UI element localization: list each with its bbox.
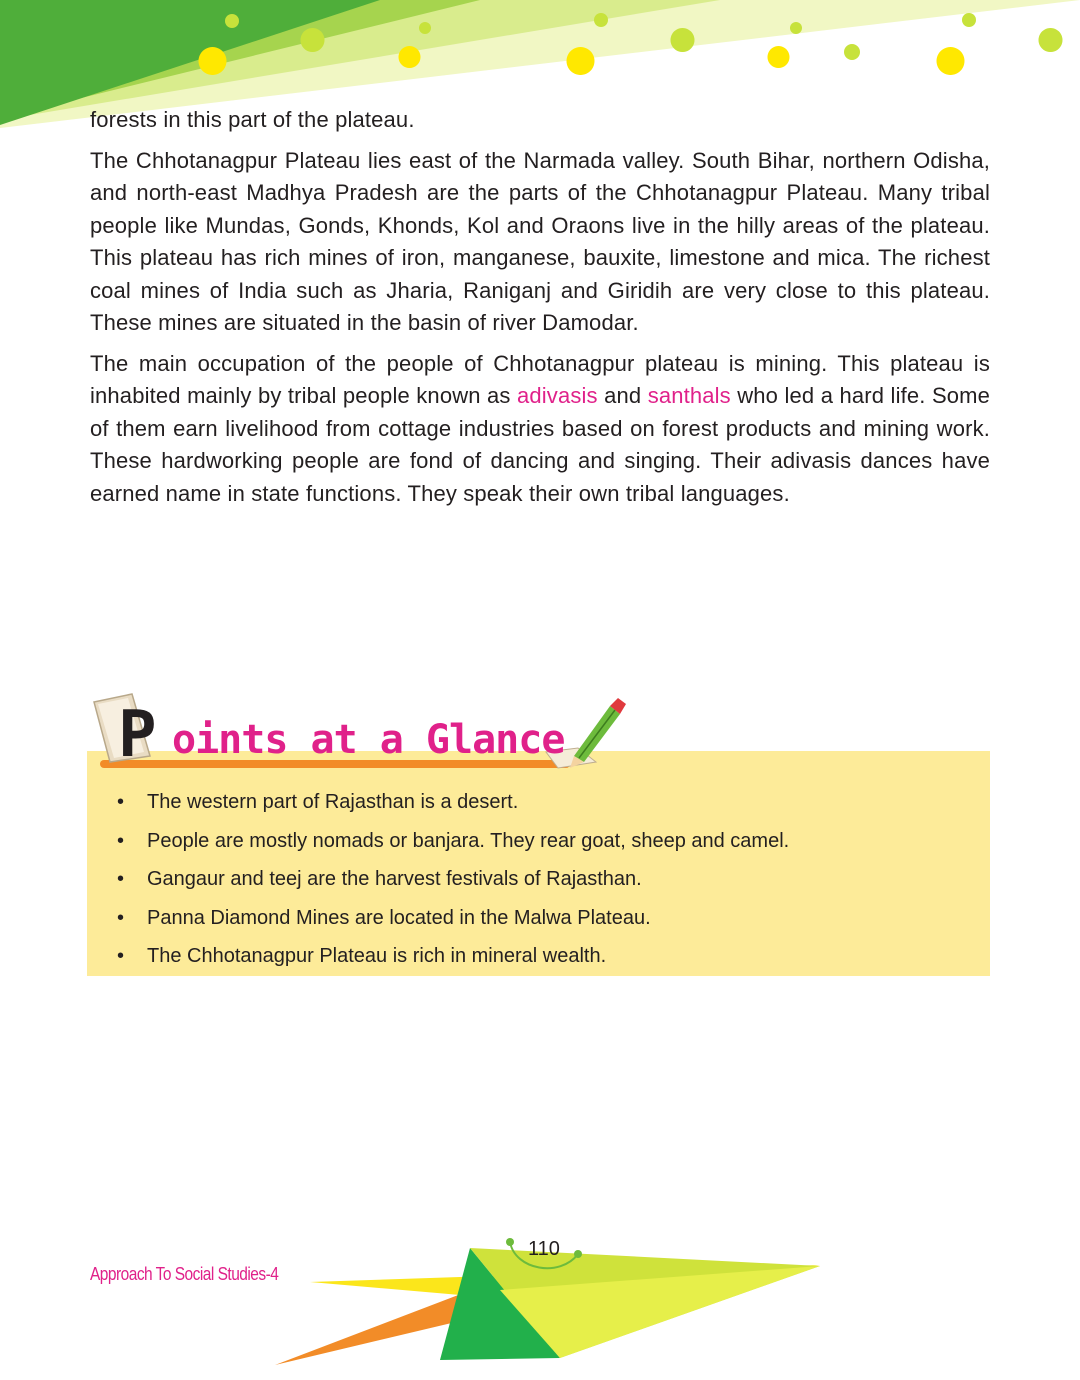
- glance-point-text: People are mostly nomads or banjara. They rear goat, sheep and camel.: [147, 829, 790, 852]
- main-content: [90, 104, 990, 518]
- glance-title-banner: [88, 690, 648, 780]
- paragraph-3: [90, 348, 990, 511]
- list-item: [115, 860, 789, 899]
- bullet-icon: •: [117, 945, 125, 967]
- glance-point-text: The western part of Rajasthan is a desert.: [147, 791, 519, 813]
- glance-title-rest: oints at a Glance: [172, 717, 565, 763]
- glance-point-text: The Chhotanagpur Plateau is rich in mineral wealth.: [147, 945, 607, 967]
- highlight-adivasis: adivasis: [517, 383, 598, 408]
- book-title: Approach To Social Studies-4: [90, 1264, 279, 1284]
- paragraph-3-part3: who led a hard life. Some of them earn livelihood from cottage industries based on forest products and mining work. These hardworking people are fond of dancing and singing. Their adivasis dances have earned name in state functions. They speak their own tribal languages.: [90, 383, 991, 506]
- pencil-icon: [570, 698, 626, 768]
- glance-title-initial: P: [118, 698, 157, 772]
- paragraph-2: The Chhotanagpur Plateau lies east of the Narmada valley. South Bihar, northern Odisha, and north-east Madhya Pradesh are the parts of the Chhotanagpur Plateau. Many tribal people like Mundas, Gonds, Khonds, Kol and Oraons live in the hilly areas of the plateau. This plateau has rich mines of iron, manganese, bauxite, limestone and mica. The richest coal mines of India such as Jharia, Raniganj and Giridih are very close to this plateau. These mines are situated in the basin of river Damodar.: [90, 147, 990, 335]
- points-at-a-glance-box: [87, 751, 990, 976]
- bullet-icon: •: [117, 906, 125, 929]
- list-item: [115, 937, 789, 976]
- paragraph-3-part2: and: [597, 383, 648, 408]
- page-number: 110: [528, 1238, 560, 1260]
- highlight-santhals: santhals: [647, 383, 731, 408]
- list-item: [115, 783, 789, 822]
- bullet-icon: •: [117, 868, 125, 890]
- glance-point-text: Panna Diamond Mines are located in the Malwa Plateau.: [147, 906, 651, 929]
- paragraph-1: forests in this part of the plateau.: [90, 107, 415, 132]
- bullet-icon: •: [117, 829, 125, 852]
- glance-point-text: Gangaur and teej are the harvest festivals of Rajasthan.: [147, 868, 642, 890]
- glance-points-list: [115, 783, 789, 976]
- list-item: [115, 822, 789, 861]
- list-item: [115, 899, 789, 938]
- paragraph-3-part1: The main occupation of the people of Chhotanagpur plateau is mining. This plateau is inhabited mainly by tribal people known as: [90, 350, 990, 408]
- bullet-icon: •: [117, 791, 125, 813]
